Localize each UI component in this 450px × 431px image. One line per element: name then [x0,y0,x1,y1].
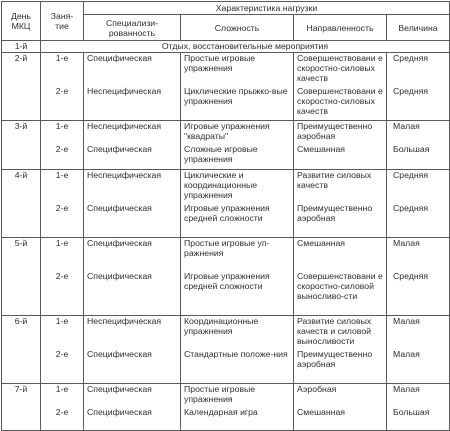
lesson-cell-group [41,316,84,384]
specialization-cell: Специфическая [87,144,152,154]
header-day: День МКЦ [2,2,41,41]
lesson-cell: 2-е [55,407,69,417]
specialization-cell-group [84,384,181,431]
direction-cell: Преимущественно аэробная [297,203,373,223]
complexity-cell: Стандартные положе-ния [184,349,288,359]
direction-cell: Смешанная [297,238,346,248]
day-label: 7-й [2,384,41,431]
direction-cell-group [294,170,387,238]
magnitude-cell-group [387,170,450,238]
direction-cell: Смешанная [297,407,346,417]
day-row [2,316,450,384]
lesson-cell: 2-е [55,203,69,213]
day-label: 3-й [2,121,41,170]
complexity-cell: Координационные упражнения [184,316,259,336]
rest-day: 1-й [2,41,41,53]
specialization-cell-group [84,238,181,316]
complexity-cell: Простые игровые упражнения [184,384,256,404]
day-label: 5-й [2,238,41,316]
magnitude-cell-group [387,53,450,121]
magnitude-cell: Малая [393,384,420,394]
specialization-cell-group [84,170,181,238]
complexity-cell: Циклические и координационные упражнения [184,170,258,200]
complexity-cell-group [181,53,294,121]
table-body [2,41,450,431]
lesson-cell-group [41,53,84,121]
magnitude-cell: Малая [393,349,420,359]
lesson-cell: 1-е [55,53,69,63]
specialization-cell: Специфическая [87,53,152,63]
magnitude-cell: Малая [393,316,420,326]
magnitude-cell: Большая [393,407,430,417]
load-characteristics-table [1,1,450,431]
day-row [2,121,450,170]
direction-cell: Развитие силовых качеств и силовой выносливости [297,316,372,346]
complexity-cell: Календарная игра [184,407,258,417]
complexity-cell: Простые игровые упражнения [184,53,256,73]
magnitude-cell: Большая [393,144,430,154]
specialization-cell-group [84,316,181,384]
direction-cell-group [294,121,387,170]
specialization-cell: Специфическая [87,271,152,281]
lesson-cell: 1-е [55,238,69,248]
magnitude-cell: Средняя [393,53,429,63]
magnitude-cell: Средняя [393,170,429,180]
direction-cell: Смешанная [297,144,346,154]
specialization-cell: Специфическая [87,349,152,359]
magnitude-cell: Малая [393,121,420,131]
header-load-group: Характеристика нагрузки [84,2,450,15]
complexity-cell: Сложные игровые упражнения [184,144,258,164]
rest-text: Отдых, восстановительные мероприятия [41,41,450,53]
direction-cell: Совершенствовани е скоростно-силовых качеств [297,53,383,83]
magnitude-cell: Малая [393,238,420,248]
complexity-cell-group [181,121,294,170]
specialization-cell: Неспецифическая [87,86,162,96]
complexity-cell: Простые игровые уп-ражнения [184,238,270,258]
header-specialization: Специализи-рованность [84,15,181,41]
specialization-cell: Специфическая [87,384,152,394]
magnitude-cell-group [387,316,450,384]
complexity-cell: Циклические прыжко-вые упражнения [184,86,288,106]
specialization-cell-group [84,121,181,170]
lesson-cell: 2-е [55,86,69,96]
day-row [2,53,450,121]
magnitude-cell: Средняя [393,86,429,96]
complexity-cell-group [181,238,294,316]
magnitude-cell-group [387,121,450,170]
direction-cell-group [294,384,387,431]
magnitude-cell-group [387,238,450,316]
complexity-cell-group [181,170,294,238]
specialization-cell-group [84,53,181,121]
lesson-cell-group [41,121,84,170]
table-header [2,2,450,41]
magnitude-cell-group [387,384,450,431]
specialization-cell: Специфическая [87,238,152,248]
lesson-cell: 1-е [55,170,69,180]
direction-cell-group [294,316,387,384]
complexity-cell-group [181,316,294,384]
complexity-cell: Игровые упражнения средней сложности [184,271,270,291]
magnitude-cell: Средняя [393,203,429,213]
specialization-cell: Неспецифическая [87,316,162,326]
direction-cell-group [294,238,387,316]
direction-cell-group [294,53,387,121]
complexity-cell: Игровые упражнения средней сложности [184,203,270,223]
rest-row [2,41,450,53]
lesson-cell: 1-е [55,316,69,326]
lesson-cell-group [41,170,84,238]
magnitude-cell: Средняя [393,271,429,281]
day-label: 4-й [2,170,41,238]
day-label: 6-й [2,316,41,384]
direction-cell: Преимущественно аэробная [297,349,373,369]
direction-cell: Совершенствовани е скоростно-силовых качеств [297,86,383,116]
lesson-cell: 2-е [55,144,69,154]
day-label: 2-й [2,53,41,121]
lesson-cell-group [41,384,84,431]
lesson-cell: 2-е [55,271,69,281]
lesson-cell: 1-е [55,384,69,394]
direction-cell: Аэробная [297,384,337,394]
specialization-cell: Неспецифическая [87,121,162,131]
specialization-cell: Специфическая [87,203,152,213]
header-complexity: Сложность [181,15,294,41]
specialization-cell: Неспецифическая [87,170,162,180]
header-lesson: Заня-тие [41,2,84,41]
day-row [2,170,450,238]
header-direction: Направленность [294,15,387,41]
direction-cell: Развитие силовых качеств [297,170,372,190]
header-magnitude: Величина [387,15,450,41]
lesson-cell: 2-е [55,349,69,359]
lesson-cell-group [41,238,84,316]
day-row [2,238,450,316]
complexity-cell: Игровые упражнения "квадраты" [184,121,270,141]
direction-cell: Преимущественно аэробная [297,121,373,141]
specialization-cell: Специфическая [87,407,152,417]
lesson-cell: 1-е [55,121,69,131]
direction-cell: Совершенствовани е скоростно-силовой выносливо-сти [297,271,383,301]
day-row [2,384,450,431]
complexity-cell-group [181,384,294,431]
